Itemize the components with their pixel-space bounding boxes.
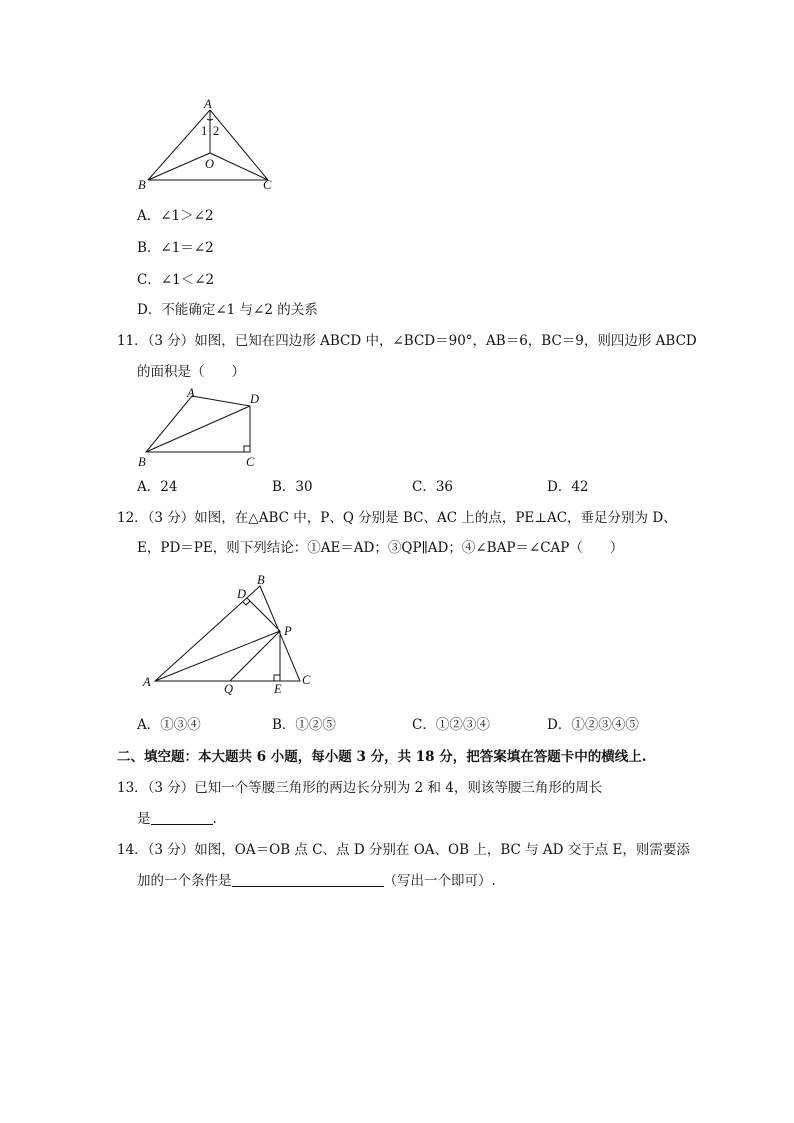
q10-label-b: B [138, 178, 146, 192]
q12-label-a: A [143, 675, 151, 689]
q12-stem-line2: E，PD＝PE，则下列结论：①AE＝AD；③QP∥AD；④∠BAP＝∠CAP（ ） [137, 540, 624, 556]
q11-figure [130, 382, 280, 478]
q11-option-b: B．30 [272, 479, 313, 495]
q10-figure [130, 96, 290, 200]
q10-option-a: A．∠1＞∠2 [137, 208, 214, 224]
q12-label-b: B [257, 573, 265, 587]
q13-stem-line2 [137, 809, 217, 829]
q13-suffix: . [212, 811, 217, 827]
q12-figure [135, 570, 325, 704]
q11-label-a: A [187, 386, 195, 400]
q11-label-c: C [246, 455, 255, 469]
q13-stem-line1: 13．（3 分）已知一个等腰三角形的两边长分别为 2 和 4，则该等腰三角形的周长 [117, 780, 603, 796]
q14-answer-blank[interactable] [232, 872, 384, 887]
q11-option-d: D．42 [547, 479, 589, 495]
q12-label-e: E [274, 682, 282, 696]
q10-label-2: 2 [213, 124, 220, 138]
q13-answer-blank[interactable] [151, 810, 213, 825]
q12-option-b: B．①②⑤ [272, 717, 336, 733]
q12-label-c: C [302, 673, 311, 687]
q10-label-c: C [263, 178, 272, 192]
q10-label-o: O [205, 157, 215, 171]
q11-stem-line2: 的面积是（ ） [137, 364, 245, 380]
q11-option-a: A．24 [137, 479, 178, 495]
q11-option-c: C．36 [412, 479, 454, 495]
q12-label-q: Q [224, 682, 234, 696]
q12-label-p: P [284, 624, 292, 638]
q10-label-1: 1 [201, 124, 208, 138]
q10-option-d: D．不能确定∠1 与∠2 的关系 [137, 302, 318, 318]
q14-suffix: （写出一个即可）. [383, 873, 496, 889]
q12-label-d: D [237, 587, 247, 601]
q10-option-b: B．∠1＝∠2 [137, 240, 214, 256]
q12-option-c: C．①②③④ [412, 717, 490, 733]
q11-label-d: D [250, 392, 260, 406]
q13-prefix: 是 [137, 811, 151, 827]
q12-stem-line1: 12．（3 分）如图，在△ABC 中，P、Q 分别是 BC、AC 上的点，PE⊥AC，垂足分别为 D、 [117, 510, 677, 526]
q11-label-b: B [138, 455, 146, 469]
q12-option-a: A．①③④ [137, 717, 201, 733]
q14-stem-line2 [137, 871, 496, 891]
q11-stem-line1: 11．（3 分）如图，已知在四边形 ABCD 中，∠BCD＝90°，AB＝6，BC＝9，则四边形 ABCD [117, 333, 697, 349]
q10-label-a: A [204, 97, 212, 111]
section-heading-fill-in: 二、填空题：本大题共 6 小题，每小题 3 分，共 18 分，把答案填在答题卡中的横线上. [117, 749, 647, 765]
q14-stem-line1: 14．（3 分）如图，OA＝OB 点 C、点 D 分别在 OA、OB 上，BC 与 AD 交于点 E，则需要添 [117, 842, 690, 858]
q10-option-c: C．∠1＜∠2 [137, 272, 215, 288]
q12-option-d: D．①②③④⑤ [547, 717, 639, 733]
q14-prefix: 加的一个条件是 [137, 873, 232, 889]
